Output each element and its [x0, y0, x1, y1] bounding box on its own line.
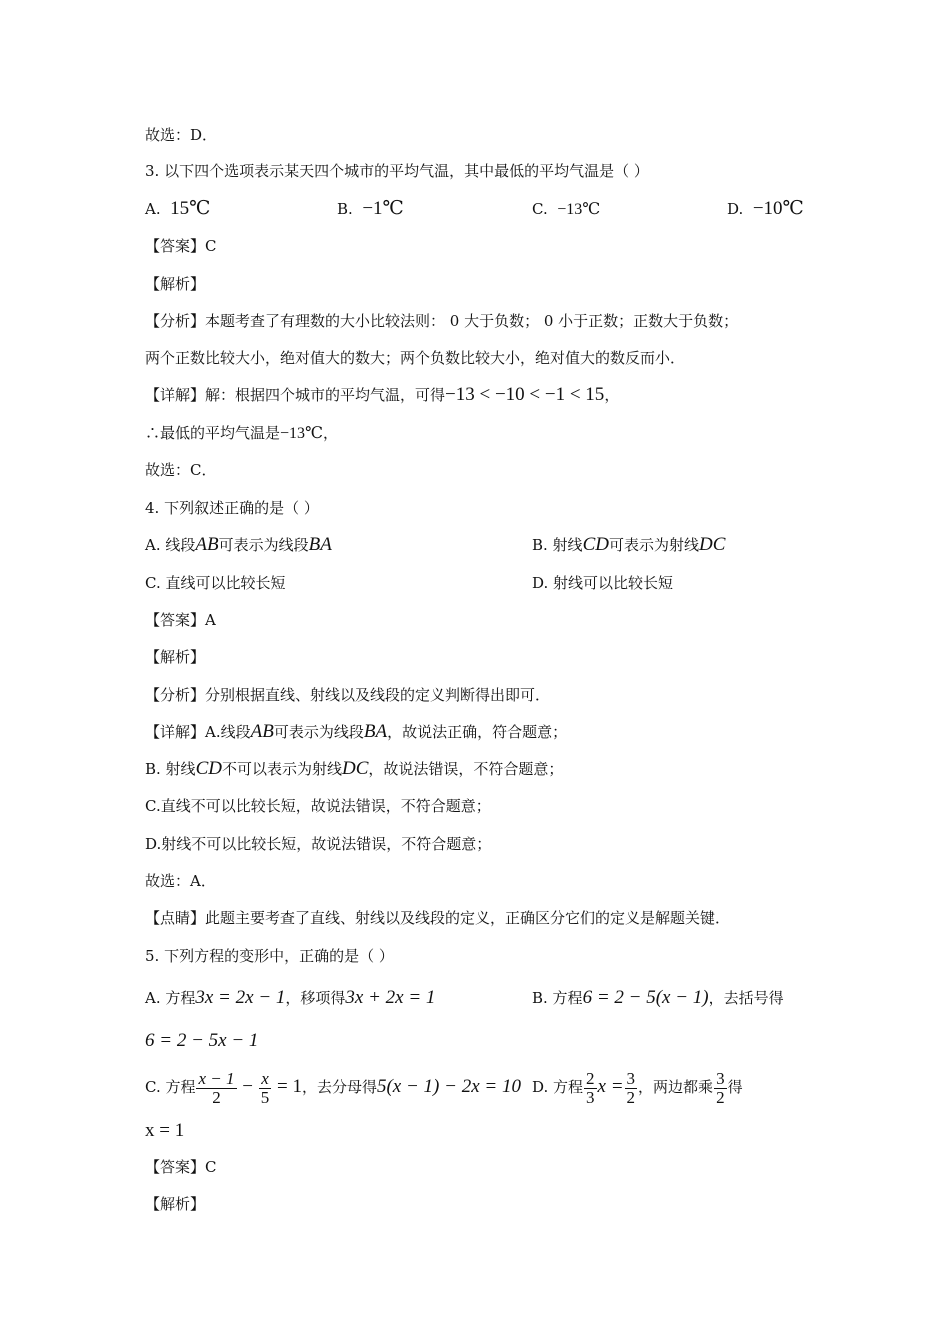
q5-option-c-eq: = 1: [272, 1076, 302, 1097]
q5-option-d-mid: ，两边都乘: [638, 1078, 714, 1096]
q3-detail-text: 【详解】解：根据四个城市的平均气温，可得: [145, 386, 446, 404]
q3-answer: 【答案】C: [145, 237, 217, 255]
q5-option-d-post: 得: [727, 1078, 743, 1096]
q5-option-c-frac2: [259, 1070, 272, 1107]
q4-option-a: [145, 535, 332, 555]
q5-option-c-frac1-den: 2: [212, 1087, 221, 1107]
q5-option-d-frac1-den: 3: [586, 1087, 595, 1107]
q3-conclusion-value: −13℃: [280, 425, 323, 442]
q4-option-b-ray1: CD: [582, 534, 609, 555]
q5-option-c: [145, 1069, 521, 1107]
q5-option-d-frac3-num: 3: [716, 1068, 725, 1088]
q3-detail-punct: ，: [604, 386, 620, 404]
q3-stem: 3. 以下四个选项表示某天四个城市的平均气温，其中最低的平均气温是（ ）: [145, 162, 649, 180]
q3-option-c-value: −13℃: [557, 201, 601, 218]
q5-option-c-mid: ，去分母得: [301, 1078, 377, 1096]
q4-option-b-pre: B. 射线: [532, 536, 583, 554]
q4-jiexi-heading: 【解析】: [145, 648, 206, 666]
q5-option-b-eq2: 6 = 2 − 5x − 1: [145, 1030, 259, 1051]
q3-analysis-line1: 【分析】本题考查了有理数的大小比较法则： 0 大于负数； 0 小于正数；正数大于负数；: [145, 312, 739, 330]
q3-conclusion-punct: ，: [322, 424, 338, 442]
q5-option-c-pre: C. 方程: [145, 1078, 196, 1096]
q5-option-b-post: ，去括号得: [708, 989, 784, 1007]
q5-option-b-pre: B. 方程: [532, 989, 583, 1007]
q5-option-d: [532, 1069, 743, 1107]
q5-option-d-frac1-num: 2: [586, 1068, 595, 1088]
q4-option-a-pre: A. 线段: [145, 536, 196, 554]
q4-comment: 【点睛】此题主要考查了直线、射线以及线段的定义，正确区分它们的定义是解题关键．: [145, 909, 731, 927]
q4-analysis: 【分析】分别根据直线、射线以及线段的定义判断得出即可．: [145, 686, 551, 704]
q4-stem: 4. 下列叙述正确的是（ ）: [145, 499, 319, 517]
q5-option-a: [145, 988, 435, 1008]
q4-detail-b-ray1: CD: [195, 758, 222, 779]
q3-option-c-label: C.: [532, 200, 548, 218]
q4-detail-b-pre: B. 射线: [145, 760, 196, 778]
q4-detail-b: [145, 759, 563, 779]
q3-option-b: [337, 199, 404, 219]
q4-detail-b-post: ，故说法错误，不符合题意；: [368, 760, 564, 778]
q3-option-a-label: A.: [145, 200, 161, 218]
q4-option-b: [532, 535, 725, 555]
q4-option-b-ray2: DC: [698, 534, 726, 555]
q3-option-d-label: D.: [727, 200, 744, 218]
q5-option-a-eq1: 3x = 2x − 1: [195, 987, 286, 1008]
q4-detail-d: D.射线不可以比较长短，故说法错误，不符合题意；: [145, 835, 492, 853]
q5-option-b: [532, 988, 784, 1008]
q3-conclusion: [145, 423, 338, 444]
q5-option-d-cont: [145, 1121, 184, 1141]
q4-detail-a-seg2: BA: [363, 721, 388, 742]
q5-option-c-frac1-num: x − 1: [198, 1068, 235, 1088]
q3-choose: 故选：C．: [145, 461, 217, 479]
q4-detail-a: [145, 722, 567, 742]
q4-detail-a-seg1: AB: [250, 721, 274, 742]
q3-option-a: [145, 199, 210, 219]
q4-option-b-mid: 可表示为射线: [608, 536, 699, 554]
q4-detail-b-ray2: DC: [341, 758, 369, 779]
q4-detail-c: C.直线不可以比较长短，故说法错误，不符合题意；: [145, 797, 491, 815]
q4-detail-a-mid: 可表示为线段: [273, 723, 364, 741]
q5-option-c-eq2: 5(x − 1) − 2x = 10: [376, 1076, 521, 1097]
q4-option-a-seg1: AB: [195, 534, 219, 555]
q4-detail-a-pre: 【详解】A.线段: [145, 723, 251, 741]
q5-option-a-eq2: 3x + 2x = 1: [345, 987, 436, 1008]
q5-option-d-x: x =: [597, 1076, 624, 1097]
q4-detail-a-post: ，故说法正确，符合题意；: [387, 723, 568, 741]
q5-option-d-frac2: [625, 1070, 638, 1107]
q3-option-b-value: −1℃: [362, 198, 404, 219]
q3-option-b-label: B.: [337, 200, 353, 218]
q5-option-d-frac3: [714, 1070, 727, 1107]
q3-option-d-value: −10℃: [752, 198, 804, 219]
q5-option-a-pre: A. 方程: [145, 989, 196, 1007]
q3-option-d: [727, 199, 804, 219]
q3-conclusion-text: ∴最低的平均气温是: [145, 424, 281, 442]
q5-option-a-mid: ，移项得: [285, 989, 346, 1007]
q4-answer: 【答案】A: [145, 611, 216, 629]
q3-detail: [145, 385, 619, 405]
q5-option-c-frac2-den: 5: [260, 1087, 270, 1107]
q5-option-b-cont: [145, 1031, 258, 1051]
q3-analysis-line2: 两个正数比较大小，绝对值大的数大；两个负数比较大小，绝对值大的数反而小．: [145, 349, 686, 367]
q5-option-d-frac2-num: 3: [626, 1068, 636, 1088]
q3-option-a-value: 15℃: [170, 198, 211, 219]
q5-option-d-frac3-den: 2: [716, 1087, 725, 1107]
q5-stem: 5. 下列方程的变形中，正确的是（ ）: [145, 947, 394, 965]
q5-option-d-frac1: [584, 1070, 597, 1107]
q4-option-d: D. 射线可以比较长短: [532, 574, 674, 592]
q4-option-a-mid: 可表示为线段: [218, 536, 309, 554]
q5-option-c-minus: −: [237, 1076, 258, 1097]
q4-choose: 故选：A．: [145, 872, 216, 890]
q3-option-c: [532, 199, 600, 220]
q4-option-a-seg2: BA: [308, 534, 332, 555]
q4-detail-b-mid: 不可以表示为射线: [221, 760, 342, 778]
q4-option-c: C. 直线可以比较长短: [145, 574, 286, 592]
q5-option-c-frac1: [196, 1070, 236, 1107]
q5-option-d-result: x = 1: [145, 1120, 185, 1141]
q3-detail-inequality: −13 < −10 < −1 < 15: [445, 384, 605, 405]
q3-jiexi-heading: 【解析】: [145, 275, 206, 293]
line-gx-d: 故选：D．: [145, 126, 218, 144]
q5-jiexi-heading: 【解析】: [145, 1195, 206, 1213]
q5-option-b-eq1: 6 = 2 − 5(x − 1): [582, 987, 709, 1008]
q5-option-c-frac2-num: x: [259, 1070, 272, 1089]
q5-answer: 【答案】C: [145, 1158, 217, 1176]
q5-option-d-frac2-den: 2: [626, 1087, 636, 1107]
q5-option-d-pre: D. 方程: [532, 1078, 584, 1096]
